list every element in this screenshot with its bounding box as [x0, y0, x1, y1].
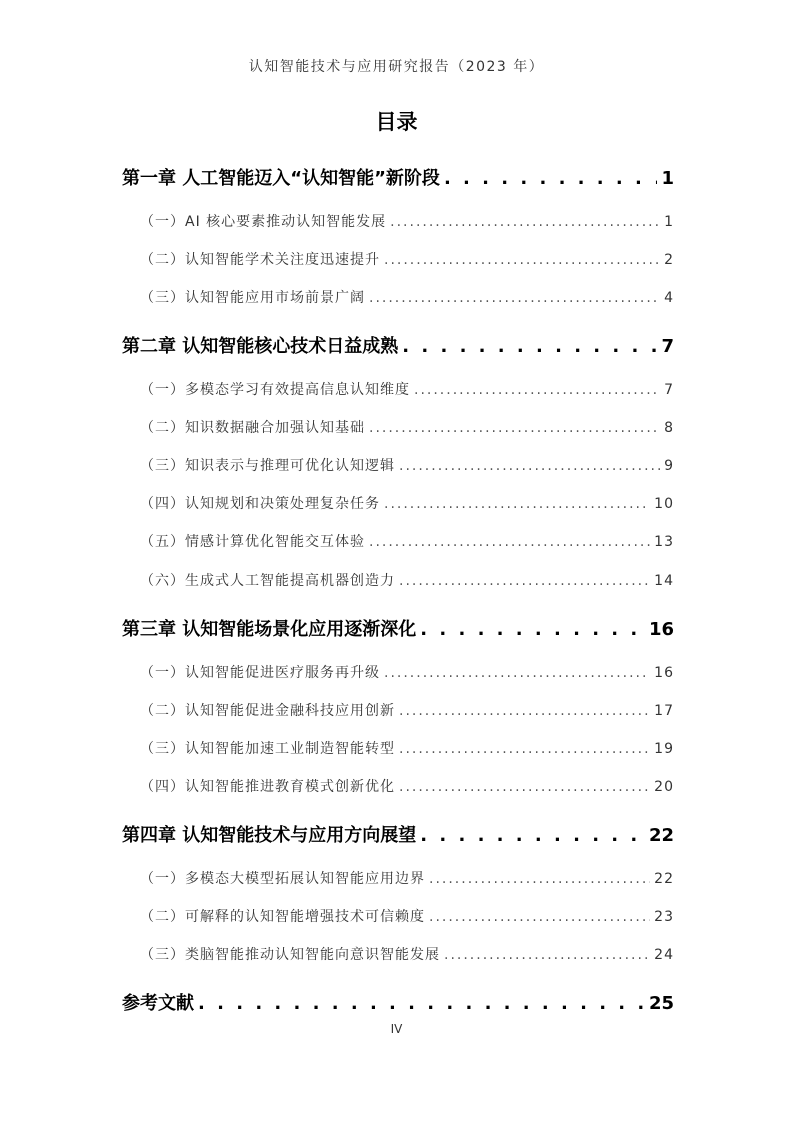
leader-dots: [420, 619, 645, 640]
leader-dots: [444, 947, 650, 963]
toc-page-number: 14: [654, 573, 674, 589]
leader-dots: [399, 458, 660, 474]
toc-entry-section[interactable]: [140, 570, 674, 590]
running-header: 认知智能技术与应用研究报告（2023 年）: [248, 59, 545, 75]
toc-entry-section[interactable]: [140, 417, 674, 437]
toc-entry-label: （三）知识表示与推理可优化认知逻辑: [140, 458, 395, 474]
toc-entry-label: （四）认知智能推进教育模式创新优化: [140, 779, 395, 795]
toc-entry-section[interactable]: [140, 776, 674, 796]
leader-dots: [399, 741, 650, 757]
toc-entry-label: （一）认知智能促进医疗服务再升级: [140, 665, 380, 681]
leader-dots: [399, 573, 650, 589]
leader-dots: [444, 168, 658, 189]
toc-page-number: 23: [654, 909, 674, 925]
leader-dots: [414, 382, 660, 398]
toc-entry-section[interactable]: [140, 700, 674, 720]
toc-page-number: 16: [654, 665, 674, 681]
toc-entry-section[interactable]: [140, 455, 674, 475]
toc-entry-section[interactable]: [140, 868, 674, 888]
toc-entry-label: （二）认知智能学术关注度迅速提升: [140, 252, 380, 268]
toc-page-number: 4: [664, 290, 674, 306]
toc-page-number: 22: [648, 825, 674, 846]
toc-entry-references[interactable]: [122, 989, 674, 1015]
leader-dots: [198, 993, 645, 1014]
toc-entry-section[interactable]: [140, 379, 674, 399]
toc-entry-label: （一）AI 核心要素推动认知智能发展: [140, 214, 387, 230]
leader-dots: [384, 252, 660, 268]
toc-entry-label: 第四章 认知智能技术与应用方向展望: [122, 825, 417, 846]
toc-entry-label: 第二章 认知智能核心技术日益成熟: [122, 336, 399, 357]
toc-page-number: 19: [654, 741, 674, 757]
toc-entry-section[interactable]: [140, 211, 674, 231]
leader-dots: [399, 779, 650, 795]
toc-entry-chapter-4[interactable]: [122, 821, 674, 847]
toc-page-number: 17: [654, 703, 674, 719]
toc-entry-section[interactable]: [140, 249, 674, 269]
leader-dots: [369, 534, 650, 550]
toc-entry-label: 第三章 认知智能场景化应用逐渐深化: [122, 619, 417, 640]
toc-entry-label: （二）知识数据融合加强认知基础: [140, 420, 365, 436]
toc-page-number: 25: [648, 993, 674, 1014]
toc-page-number: 1: [664, 214, 674, 230]
toc-entry-section[interactable]: [140, 531, 674, 551]
page-title: 目录: [375, 110, 418, 134]
leader-dots: [369, 420, 660, 436]
toc-page-number: 7: [664, 382, 674, 398]
page-number-footer: IV: [390, 1022, 403, 1036]
leader-dots: [429, 871, 650, 887]
leader-dots: [369, 290, 660, 306]
toc-page-number: 10: [654, 496, 674, 512]
leader-dots: [399, 703, 650, 719]
toc-page-number: 22: [654, 871, 674, 887]
toc-entry-section[interactable]: [140, 662, 674, 682]
toc-entry-section[interactable]: [140, 738, 674, 758]
toc-entry-label: （三）类脑智能推动认知智能向意识智能发展: [140, 947, 440, 963]
toc-entry-label: （六）生成式人工智能提高机器创造力: [140, 573, 395, 589]
toc-entry-label: （一）多模态学习有效提高信息认知维度: [140, 382, 410, 398]
toc-page-number: 24: [654, 947, 674, 963]
toc-entry-section[interactable]: [140, 944, 674, 964]
toc-page-number: 9: [664, 458, 674, 474]
leader-dots: [402, 336, 657, 357]
leader-dots: [390, 214, 660, 230]
toc-entry-section[interactable]: [140, 906, 674, 926]
toc-page-number: 16: [648, 619, 674, 640]
leader-dots: [384, 665, 650, 681]
leader-dots: [429, 909, 650, 925]
leader-dots: [384, 496, 650, 512]
toc-entry-label: （三）认知智能加速工业制造智能转型: [140, 741, 395, 757]
toc-page-number: 7: [661, 336, 674, 357]
toc-entry-label: （三）认知智能应用市场前景广阔: [140, 290, 365, 306]
toc-page-number: 2: [664, 252, 674, 268]
toc-entry-label: （一）多模态大模型拓展认知智能应用边界: [140, 871, 425, 887]
toc-entry-chapter-3[interactable]: [122, 615, 674, 641]
toc-page-number: 1: [661, 168, 674, 189]
toc-entry-label: （二）可解释的认知智能增强技术可信赖度: [140, 909, 425, 925]
toc-page-number: 13: [654, 534, 674, 550]
toc-entry-label: （五）情感计算优化智能交互体验: [140, 534, 365, 550]
toc-entry-label: 参考文献: [122, 993, 194, 1014]
toc-page-number: 8: [664, 420, 674, 436]
toc-entry-section[interactable]: [140, 287, 674, 307]
toc-entry-label: （四）认知规划和决策处理复杂任务: [140, 496, 380, 512]
toc-entry-label: 第一章 人工智能迈入“认知智能”新阶段: [122, 168, 440, 189]
toc-entry-section[interactable]: [140, 493, 674, 513]
toc-entry-chapter-2[interactable]: [122, 332, 674, 358]
leader-dots: [420, 825, 645, 846]
toc-page-number: 20: [654, 779, 674, 795]
toc-entry-chapter-1[interactable]: [122, 164, 674, 190]
toc-entry-label: （二）认知智能促进金融科技应用创新: [140, 703, 395, 719]
